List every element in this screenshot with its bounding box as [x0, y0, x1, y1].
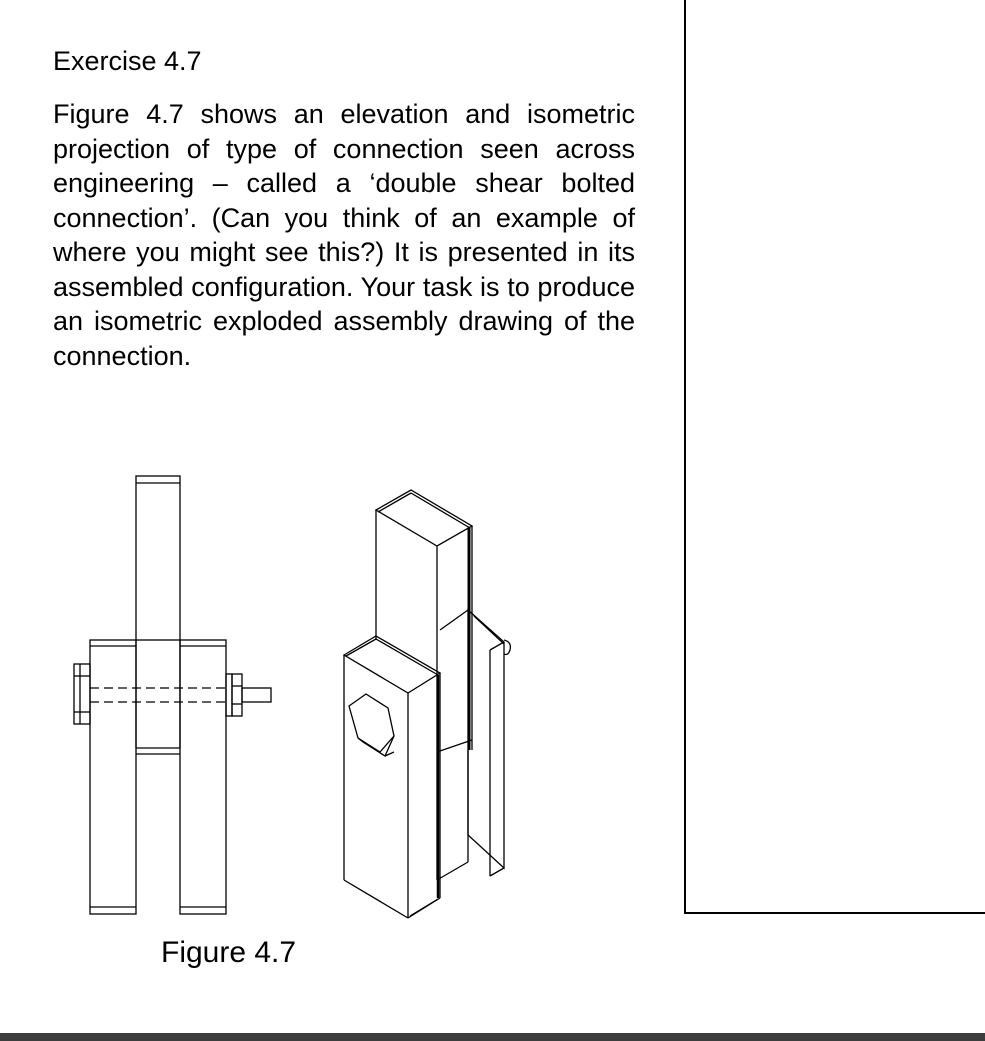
back-outer-plate — [440, 610, 510, 876]
bottom-scrollbar[interactable] — [0, 1033, 985, 1041]
elevation-view — [74, 476, 271, 914]
washer-elevation — [226, 674, 232, 716]
exercise-instructions: Figure 4.7 shows an elevation and isometric projection of type of connection seen across engineering – called a ‘double shear bolted connection’. (Can you think of an example of where you might see this?) It is presented in its assembled configuration. Your task is to produce an isometric exploded assembly drawing of the connection. — [53, 99, 635, 371]
centre-plate-iso — [376, 490, 472, 880]
answer-drawing-box[interactable] — [684, 0, 985, 914]
figure-caption: Figure 4.7 — [161, 936, 297, 969]
figure-drawing — [60, 460, 530, 930]
exercise-title: Exercise 4.7 — [53, 46, 202, 76]
left-outer-plate — [90, 640, 136, 914]
isometric-view — [344, 490, 510, 918]
bolt-shank-end — [242, 688, 271, 702]
front-outer-plate — [344, 636, 440, 918]
nut-elevation — [232, 674, 242, 716]
centre-plate-upper — [136, 476, 180, 640]
right-outer-plate — [180, 640, 226, 914]
bolt-head-iso — [349, 694, 394, 756]
bolt-head-elevation — [74, 664, 90, 724]
